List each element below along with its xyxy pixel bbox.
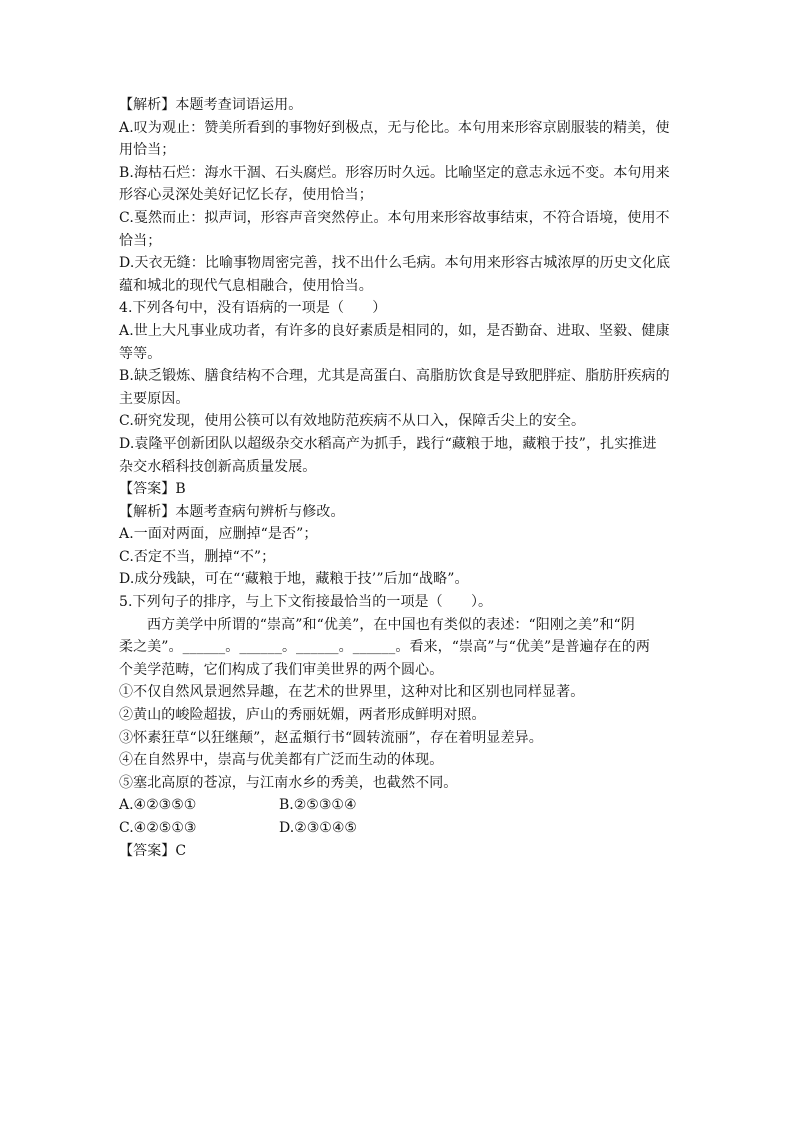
analysis-text: 恰当；: [119, 232, 162, 249]
sentence-1: ①不仅自然风景迥然异趣，在艺术的世界里，这种对比和区别也同样显著。: [119, 684, 585, 701]
sentence-5: ⑤塞北高原的苍凉，与江南水乡的秀美，也截然不同。: [119, 774, 458, 791]
analysis-text: B.海枯石烂：海水干涸、石头腐烂。形容历时久远。比喻坚定的意志永远不变。本句用来: [119, 164, 670, 181]
analysis-heading-q3: 【解析】本题考查词语运用。: [119, 97, 303, 113]
question-4-option-b: B.缺乏锻炼、膳食结构不合理，尤其是高蛋白、高脂肪饮食是导致肥胖症、脂肪肝疾病的: [119, 368, 670, 385]
question-5-passage: 西方美学中所谓的“崇高”和“优美”，在中国也有类似的表述：“阳刚之美”和“阴: [147, 616, 635, 633]
analysis-text: 用恰当；: [119, 142, 176, 159]
sentence-4: ④在自然界中，崇高与优美都有广泛而生动的体现。: [119, 752, 444, 769]
analysis-heading-q4: 【解析】本题考查病句辨析与修改。: [119, 503, 345, 520]
question-4-option-a: 等等。: [119, 345, 162, 362]
question-5-answer: 【答案】C: [119, 842, 187, 859]
question-5-option-c: C.④②⑤①③: [119, 820, 197, 836]
document-page: [119, 94, 675, 862]
analysis-text: D.天衣无缝：比喻事物周密完善，找不出什么毛病。本句用来形容古城浓厚的历史文化底: [119, 255, 671, 272]
analysis-text: A.叹为观止：赞美所看到的事物好到极点，无与伦比。本句用来形容京剧服装的精美，使: [119, 119, 670, 136]
question-4-option-b: 主要原因。: [119, 390, 190, 407]
question-5-option-d: D.②③①④⑤: [279, 820, 357, 836]
question-4-option-d: D.袁隆平创新团队以超级杂交水稻高产为抓手，践行“藏粮于地，藏粮于技”，扎实推进: [119, 435, 657, 452]
question-4-answer: 【答案】B: [119, 481, 186, 498]
question-5-passage: 柔之美”。______。______。______。______。看来，“崇高”与“优美”是普遍存在的两: [119, 639, 650, 656]
analysis-text: A.一面对两面，应删掉“是否”；: [119, 526, 318, 543]
question-4-option-d: 杂交水稻科技创新高质量发展。: [119, 458, 317, 475]
analysis-text: 形容心灵深处美好记忆长存，使用恰当；: [119, 187, 373, 204]
analysis-text: 蕴和城北的现代气息相融合，使用恰当。: [119, 277, 373, 294]
question-5-stem: 5.下列句子的排序，与上下文衔接最恰当的一项是（ ）。: [119, 594, 493, 611]
question-5-passage: 个美学范畴，它们构成了我们审美世界的两个圆心。: [119, 661, 444, 678]
analysis-text: D.成分残缺，可在“‘藏粮于地，藏粮于技’”后加“战略”。: [119, 571, 469, 588]
question-4-option-c: C.研究发现，使用公筷可以有效地防范疾病不从口入，保障舌尖上的安全。: [119, 413, 586, 430]
question-4-stem: 4.下列各句中，没有语病的一项是（ ）: [119, 300, 387, 317]
question-5-options-row-2: [119, 817, 675, 840]
analysis-text: C.戛然而止：拟声词，形容声音突然停止。本句用来形容故事结束，不符合语境，使用不: [119, 209, 670, 226]
question-5-option-a: A.④②③⑤①: [119, 797, 197, 814]
sentence-3: ③怀素狂草“以狂继颠”，赵孟頫行书“圆转流丽”，存在着明显差异。: [119, 729, 543, 746]
question-5-options-row-1: [119, 794, 675, 817]
sentence-2: ②黄山的峻险超拔，庐山的秀丽妩媚，两者形成鲜明对照。: [119, 707, 486, 724]
question-5-option-b: B.②⑤③①④: [279, 797, 357, 814]
analysis-text: C.否定不当，删掉“不”；: [119, 548, 276, 565]
question-4-option-a: A.世上大凡事业成功者，有许多的良好素质是相同的，如，是否勤奋、进取、坚毅、健康: [119, 322, 670, 339]
